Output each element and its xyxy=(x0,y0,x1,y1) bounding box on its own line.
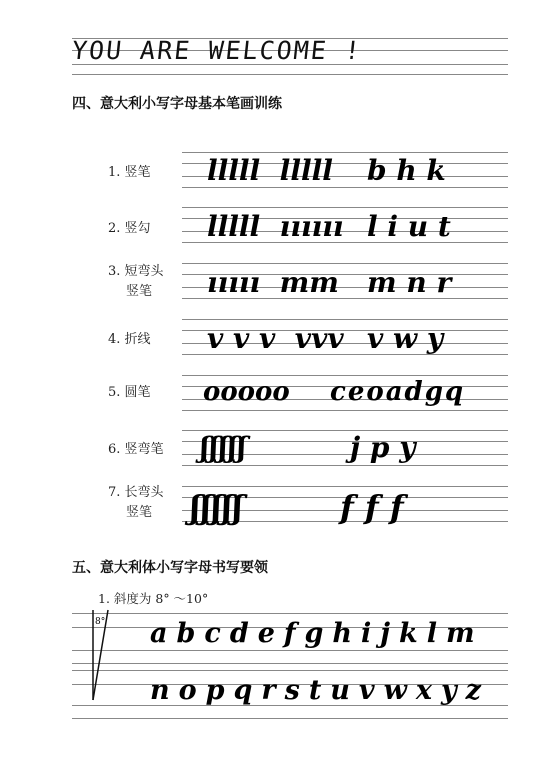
stroke-label-5: 5. 圆笔 xyxy=(108,385,151,400)
stroke-label-3: 3. 短弯头 竖笔 xyxy=(108,264,164,299)
stroke-label-2: 2. 竖勾 xyxy=(108,221,151,236)
practice-rule xyxy=(182,319,508,320)
alphabet-row-2: nopqrstuvwxyz xyxy=(150,675,490,706)
stroke-sample-3: ııııı mm xyxy=(207,266,339,299)
stroke-label-6: 6. 竖弯笔 xyxy=(108,442,164,457)
stroke-sample-5: ooooo xyxy=(203,377,290,407)
practice-rule xyxy=(182,375,508,376)
stroke-sample-2: lllll ıııııı xyxy=(207,210,344,243)
stroke-label-1: 1. 竖笔 xyxy=(108,165,151,180)
alphabet-rule xyxy=(72,718,508,719)
stroke-sample-7: ʃʃʃʃʃ xyxy=(190,488,243,526)
alphabet-rule xyxy=(72,613,508,614)
practice-rule xyxy=(182,152,508,153)
alphabet-rule xyxy=(72,663,508,664)
letter-sample-4: v w y xyxy=(367,322,444,355)
practice-rule xyxy=(182,465,508,466)
letter-sample-1: b h k xyxy=(367,154,446,187)
section-4-heading: 四、意大利小写字母基本笔画训练 xyxy=(72,96,282,112)
letter-sample-3: m n r xyxy=(367,266,452,299)
practice-rule xyxy=(182,486,508,487)
practice-rule xyxy=(182,410,508,411)
letter-sample-6: j p y xyxy=(350,431,416,464)
stroke-label-7: 7. 长弯头 竖笔 xyxy=(108,485,164,520)
letter-sample-7: f f f xyxy=(340,488,404,526)
title-rule xyxy=(72,74,508,75)
stroke-sample-1: lllll lllll xyxy=(207,154,333,187)
page-title: YOU ARE WELCOME ! xyxy=(70,36,364,65)
practice-rule xyxy=(182,207,508,208)
practice-rule xyxy=(182,263,508,264)
stroke-sample-6: ʃʃʃʃʃ xyxy=(200,431,247,464)
letter-sample-5: ceoadgq xyxy=(330,377,466,407)
letter-sample-2: l i u t xyxy=(367,210,451,243)
angle-label: 8° xyxy=(95,617,106,627)
alphabet-rule xyxy=(72,670,508,671)
stroke-label-4: 4. 折线 xyxy=(108,332,151,347)
slant-subheading: 1. 斜度为 8° ～10° xyxy=(98,591,209,606)
section-5-heading: 五、意大利体小写字母书写要领 xyxy=(72,560,268,576)
stroke-sample-4: v v v vvv xyxy=(207,322,344,355)
slant-angle-diagram xyxy=(84,606,124,706)
practice-rule xyxy=(182,187,508,188)
alphabet-rule xyxy=(72,650,508,651)
alphabet-row-1: abcdefghijklm xyxy=(150,618,484,649)
